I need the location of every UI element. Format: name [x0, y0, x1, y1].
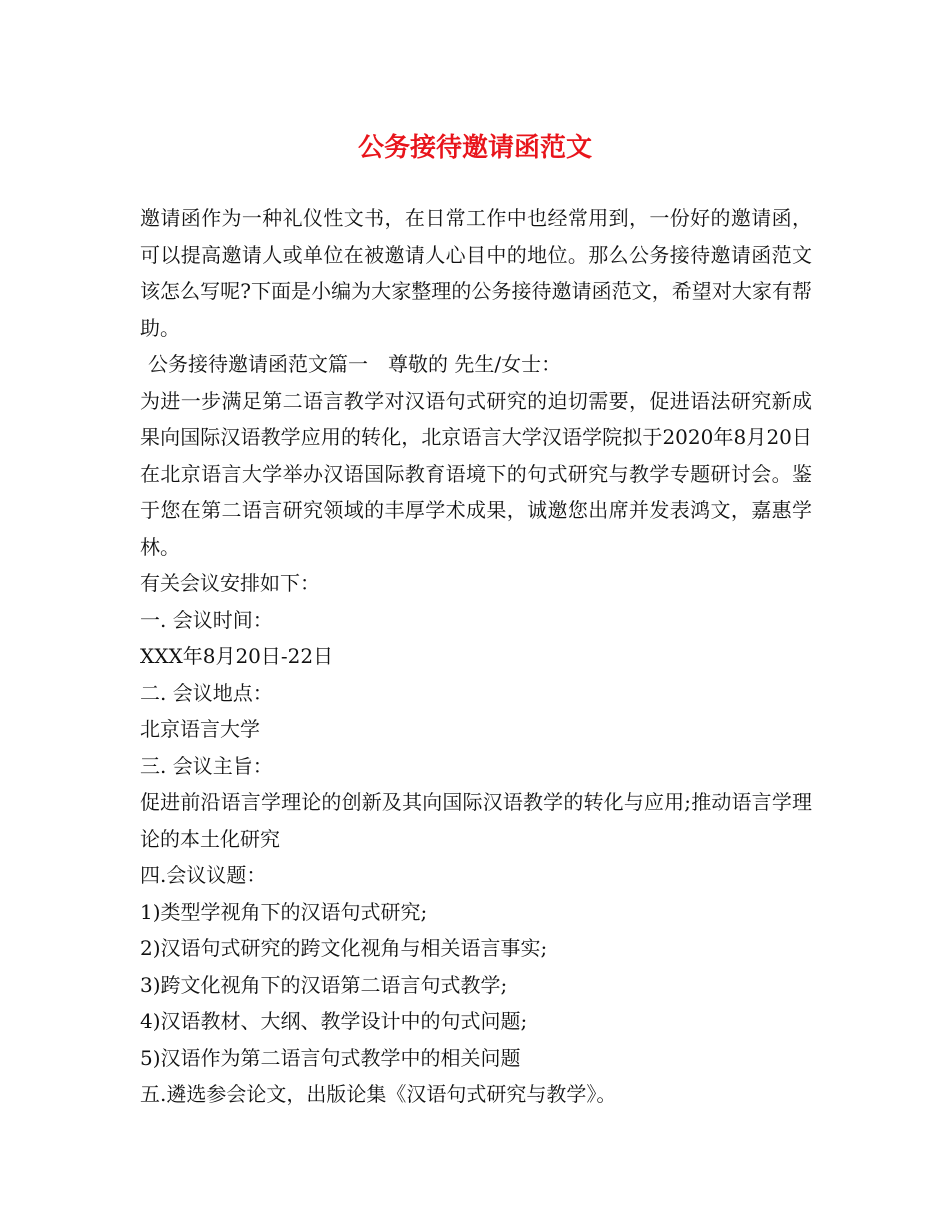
topic-item: 5)汉语作为第二语言句式教学中的相关问题	[140, 1045, 521, 1070]
topic-item: 4)汉语教材、大纲、教学设计中的句式问题;	[140, 1009, 528, 1033]
arrangement-heading: 有关会议安排如下：	[140, 571, 320, 595]
document-title: 公务接待邀请函范文	[357, 133, 592, 163]
section-theme-heading: 三. 会议主旨：	[140, 753, 273, 778]
section-location-heading: 二. 会议地点：	[140, 680, 273, 705]
topic-item: 3)跨文化视角下的汉语第二语言句式教学;	[140, 972, 508, 997]
section-publication: 五.遴选参会论文，出版论集《汉语句式研究与教学》。	[140, 1082, 617, 1106]
intro-paragraph: 邀请函作为一种礼仪性文书，在日常工作中也经常用到，一份好的邀请函，可以提高邀请人或单位在被邀请人心目中的地位。那么公务接待邀请函范文该怎么写呢?下面是小编为大家整理的公务接待邀请函范文，希望对大家有帮助。	[140, 206, 812, 340]
section-time-value: XXX年8月20日-22日	[140, 644, 334, 668]
section-theme-value: 促进前沿语言学理论的创新及其向国际汉语教学的转化与应用;推动语言学理论的本土化研究	[140, 790, 812, 851]
section-time-heading: 一. 会议时间：	[140, 607, 273, 632]
section-topics-heading: 四.会议议题：	[140, 863, 267, 887]
salutation: 公务接待邀请函范文篇一 尊敬的 先生/女士：	[148, 352, 562, 376]
document-body	[140, 200, 812, 1113]
section-location-value: 北京语言大学	[140, 717, 260, 741]
invitation-paragraph: 为进一步满足第二语言教学对汉语句式研究的迫切需要，促进语法研究新成果向国际汉语教学应用的转化，北京语言大学汉语学院拟于2020年8月20日在北京语言大学举办汉语国际教育语境下的句式研究与教学专题研讨会。鉴于您在第二语言研究领域的丰厚学术成果，诚邀您出席并发表鸿文，嘉惠学林。	[140, 388, 812, 559]
topic-item: 2)汉语句式研究的跨文化视角与相关语言事实;	[140, 936, 548, 960]
topic-item: 1)类型学视角下的汉语句式研究;	[140, 899, 428, 924]
